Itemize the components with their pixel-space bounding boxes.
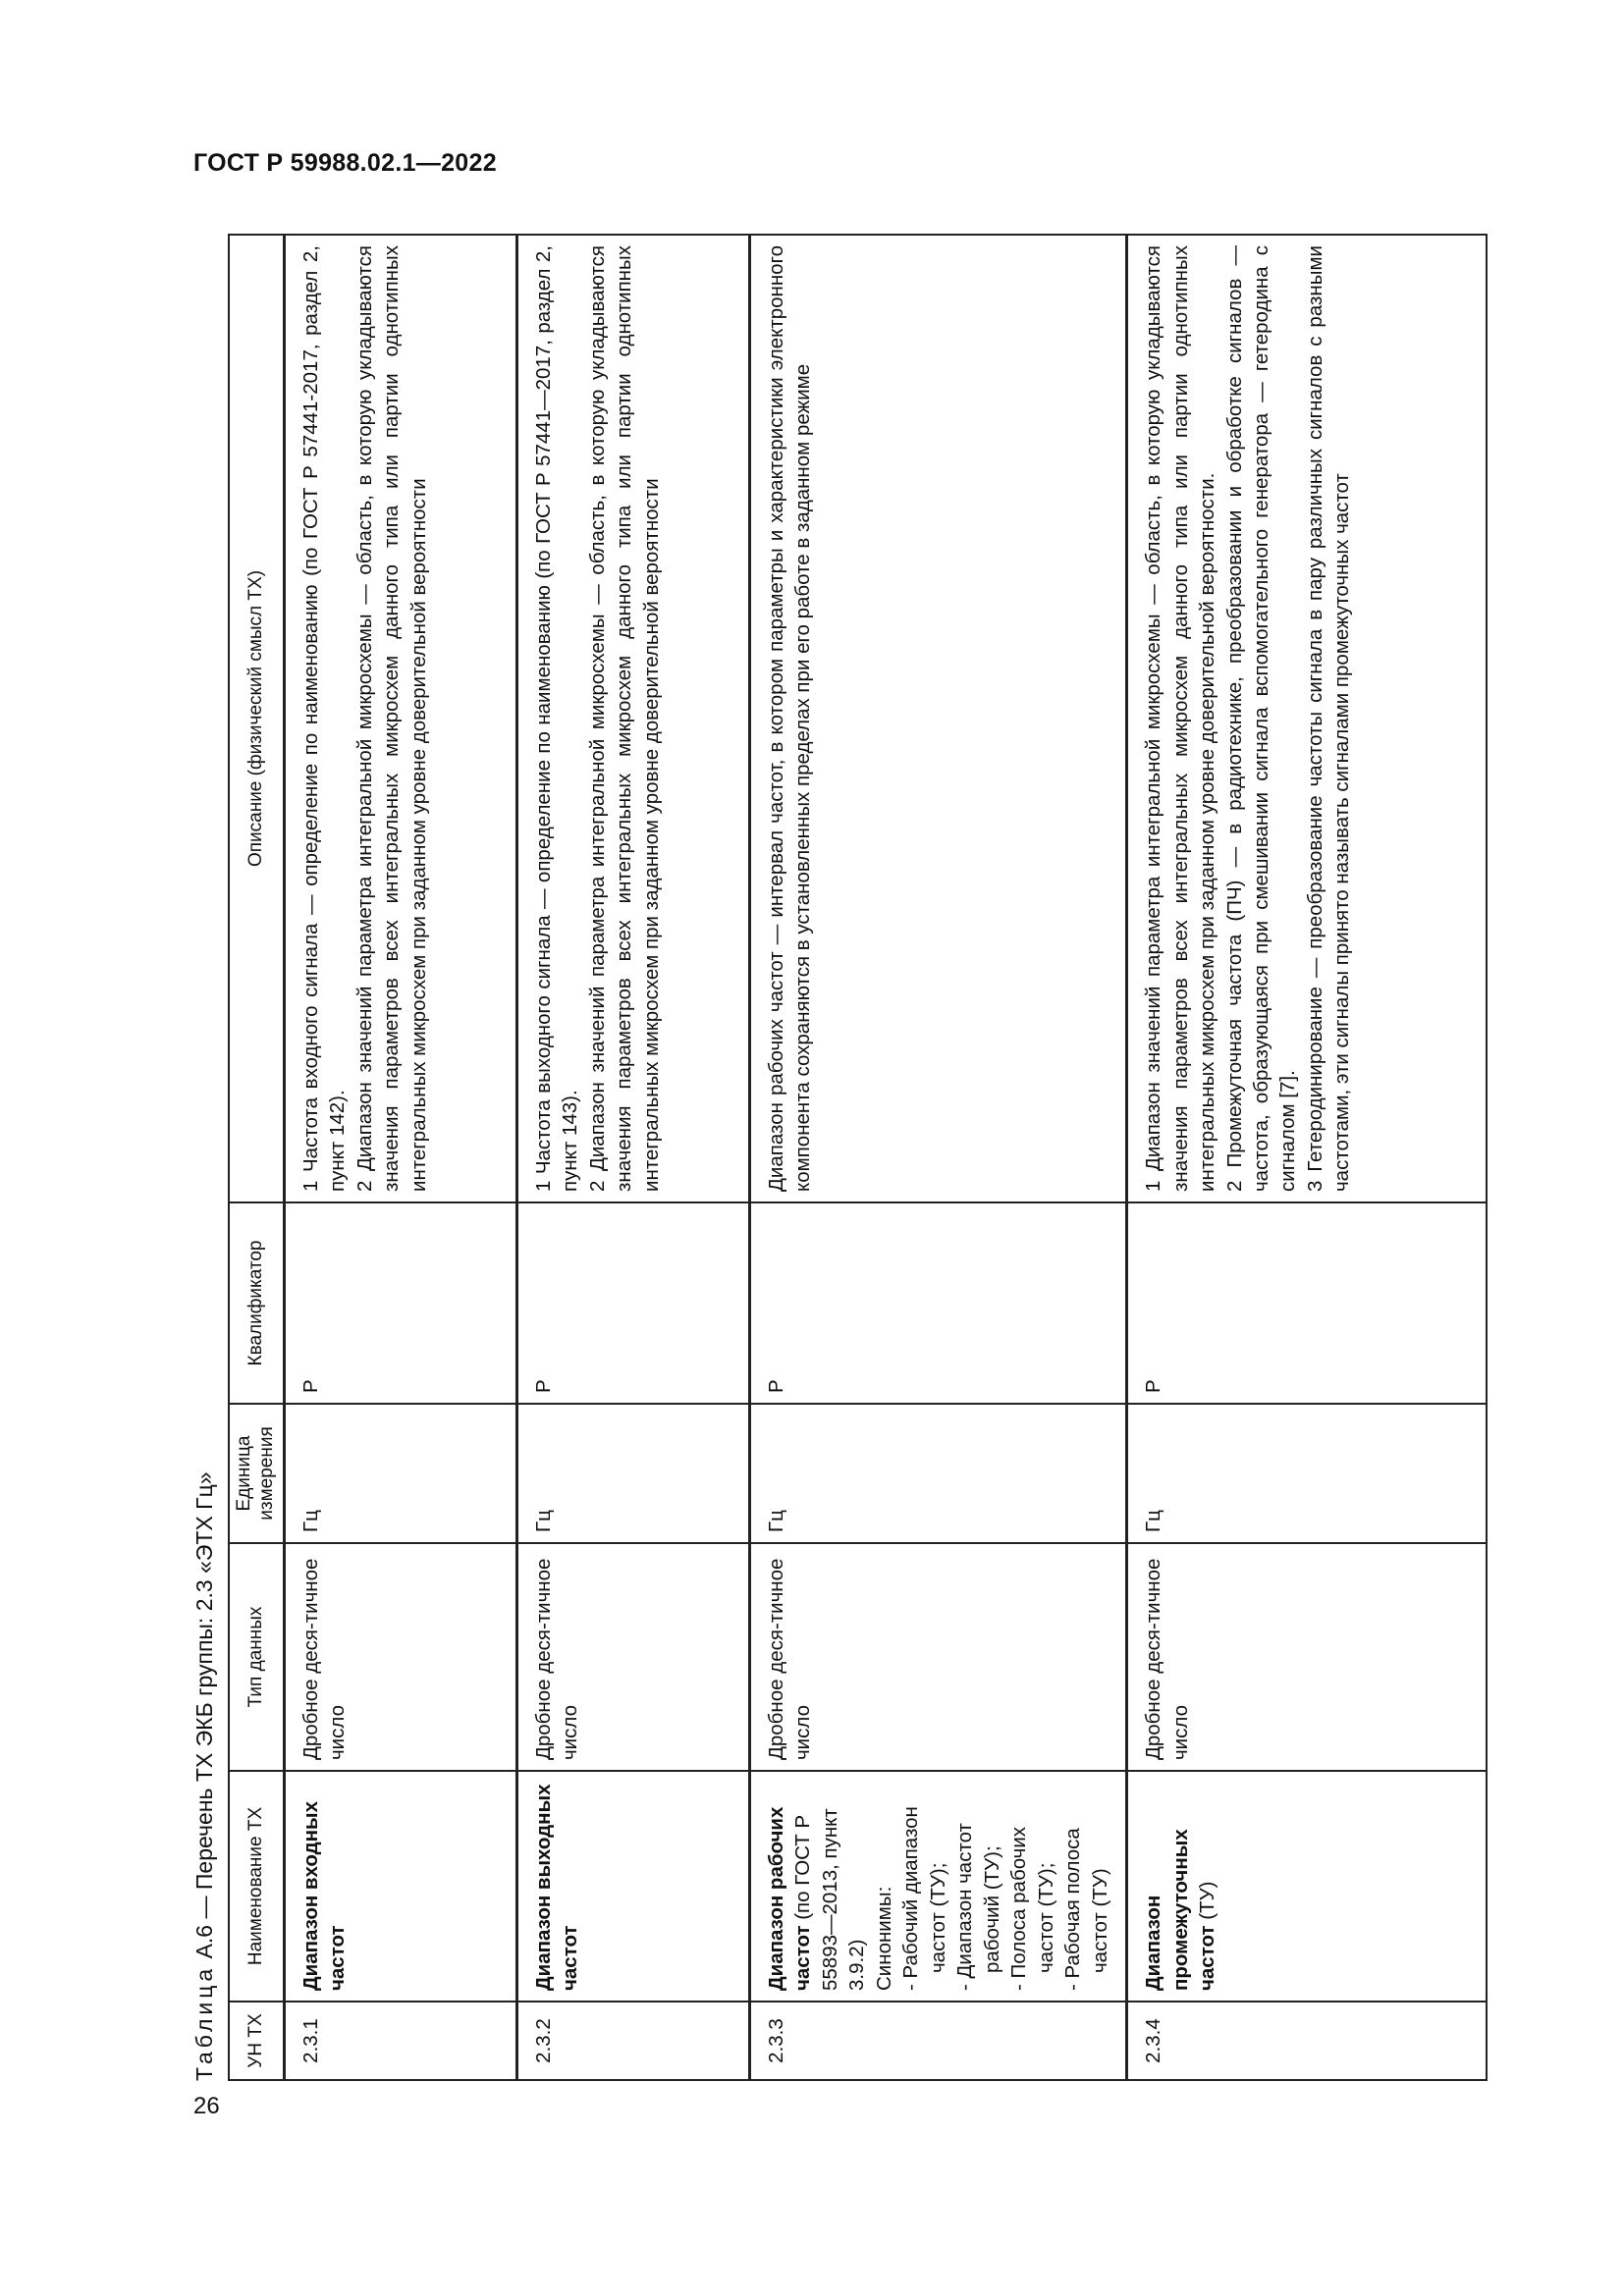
cell-unit: Гц bbox=[517, 1404, 750, 1543]
header-unit: Единица измерения bbox=[229, 1404, 285, 1543]
cell-type: Дробное деся-тичное число bbox=[517, 1543, 750, 1771]
description-paragraph: 2 Промежуточная частота (ПЧ) — в радиотехнике, преобразовании и обработке сигналов — частота, образующаяся при смешивании сигнала вспомогательного генератора — гетеродина с сигналом [7]. bbox=[1222, 245, 1300, 1192]
cell-description bbox=[285, 235, 517, 1202]
cell-un: 2.3.1 bbox=[285, 2002, 517, 2080]
synonyms-label: Синонимы: bbox=[872, 1886, 895, 1991]
caption-prefix: Таблица bbox=[191, 1964, 217, 2081]
caption-text: А.6 — Перечень ТХ ЭКБ группы: 2.3 «ЭТХ Гц» bbox=[191, 1471, 217, 1959]
description-paragraph: 1 Частота входного сигнала — определение по наименованию (по ГОСТ Р 57441-2017, раздел 2, пункт 142). bbox=[299, 245, 350, 1192]
cell-un: 2.3.4 bbox=[1127, 2002, 1488, 2080]
cell-unit: Гц bbox=[1127, 1404, 1488, 1543]
description-paragraph: 3 Гетеродинирование — преобразование частоты сигнала в пару различных сигналов с разными частотами, эти сигналы принято называть сигналами промежуточных частот bbox=[1303, 245, 1354, 1192]
cell-name bbox=[750, 1771, 1127, 2002]
name-rest: (ТУ) bbox=[1196, 1881, 1219, 1926]
header-type: Тип данных bbox=[229, 1543, 285, 1771]
rotated-table-block bbox=[187, 226, 1365, 2081]
synonym-item: - Диапазон частот рабочий (ТУ); bbox=[953, 1823, 1003, 1991]
header-qualifier: Квалификатор bbox=[229, 1202, 285, 1404]
cell-un: 2.3.2 bbox=[517, 2002, 750, 2080]
cell-name bbox=[517, 1771, 750, 2002]
description-paragraph: Диапазон рабочих частот — интервал частот, в котором параметры и характеристики электронного компонента сохраняются в установленных пределах при его работе в заданном режиме bbox=[765, 245, 815, 1192]
cell-un: 2.3.3 bbox=[750, 2002, 1127, 2080]
cell-description bbox=[517, 235, 750, 1202]
description-paragraph: 1 Диапазон значений параметра интегральной микросхемы — область, в которую укладываются значения параметров всех интегральных микросхем данного типа или партии однотипных интегральных микросхем при заданном уровне доверительной вероятности. bbox=[1142, 245, 1219, 1192]
cell-qualifier: Р bbox=[285, 1202, 517, 1404]
cell-type: Дробное деся-тичное число bbox=[285, 1543, 517, 1771]
description-paragraph: 1 Частота выходного сигнала — определение по наименованию (по ГОСТ Р 57441—2017, раздел 2, пункт 143). bbox=[532, 245, 582, 1192]
description-paragraph: 2 Диапазон значений параметра интегральной микросхемы — область, в которую укладываются значения параметров всех интегральных микросхем данного типа или партии однотипных интегральных микросхем при заданном уровне доверительной вероятности bbox=[585, 245, 663, 1192]
synonym-item: - Рабочая полоса частот (ТУ) bbox=[1061, 1828, 1111, 1991]
cell-unit: Гц bbox=[750, 1404, 1127, 1543]
table-row bbox=[750, 235, 1127, 2080]
cell-type: Дробное деся-тичное число bbox=[1127, 1543, 1488, 1771]
description-paragraph: 2 Диапазон значений параметра интегральной микросхемы — область, в которую укладываются значения параметров всех интегральных микросхем данного типа или партии однотипных интегральных микросхем при заданном уровне доверительной вероятности bbox=[352, 245, 430, 1192]
header-un: УН ТХ bbox=[229, 2002, 285, 2080]
synonym-item: - Полоса рабочих частот (ТУ); bbox=[1007, 1826, 1057, 1991]
synonyms-list bbox=[897, 1782, 1113, 1991]
name-bold: Диапазон выходных частот bbox=[532, 1784, 582, 1991]
table-row bbox=[517, 235, 750, 2080]
page-number: 26 bbox=[193, 2093, 220, 2119]
document-id: ГОСТ Р 59988.02.1—2022 bbox=[193, 149, 497, 177]
name-bold: Диапазон промежуточных частот bbox=[1142, 1829, 1219, 1991]
table-caption bbox=[187, 236, 222, 2081]
cell-description bbox=[750, 235, 1127, 1202]
table-header-row bbox=[229, 235, 285, 2080]
cell-qualifier: Р bbox=[1127, 1202, 1488, 1404]
table-row bbox=[285, 235, 517, 2080]
cell-type: Дробное деся-тичное число bbox=[750, 1543, 1127, 1771]
name-bold: Диапазон рабочих частот bbox=[765, 1806, 815, 1991]
cell-description bbox=[1127, 235, 1488, 1202]
name-bold: Диапазон входных частот bbox=[299, 1801, 350, 1991]
name-rest: (по ГОСТ Р 55893—2013, пункт 3.9.2) bbox=[791, 1808, 869, 1991]
cell-unit: Гц bbox=[285, 1404, 517, 1543]
characteristics-table bbox=[228, 234, 1488, 2081]
cell-qualifier: Р bbox=[750, 1202, 1127, 1404]
cell-qualifier: Р bbox=[517, 1202, 750, 1404]
header-description: Описание (физический смысл ТХ) bbox=[229, 235, 285, 1202]
header-name: Наименование ТХ bbox=[229, 1771, 285, 2002]
table-row bbox=[1127, 235, 1488, 2080]
cell-name bbox=[1127, 1771, 1488, 2002]
synonym-item: - Рабочий диапазон частот (ТУ); bbox=[899, 1806, 949, 1991]
cell-name bbox=[285, 1771, 517, 2002]
